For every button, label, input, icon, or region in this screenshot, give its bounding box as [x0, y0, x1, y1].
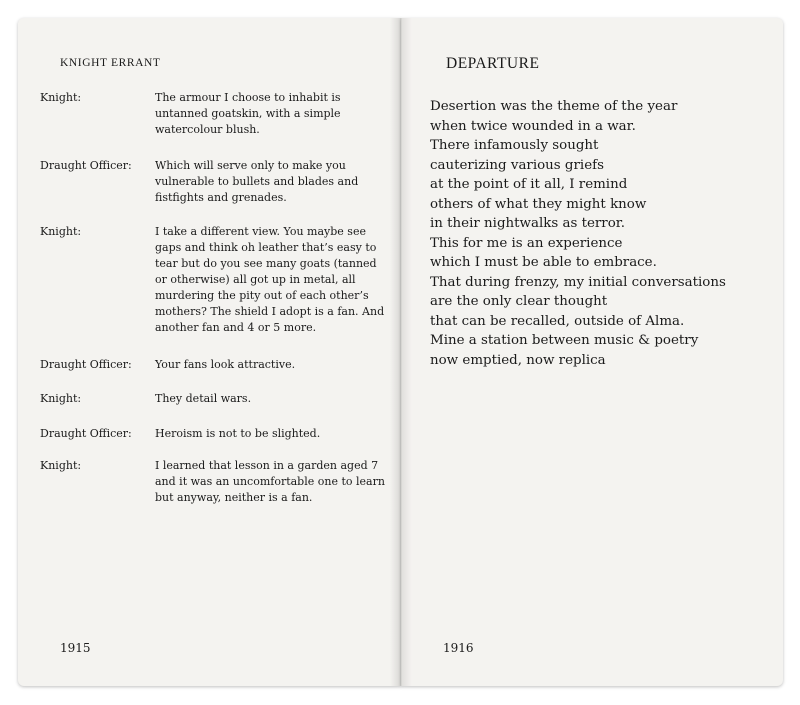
- dialogue-line: They detail wars.: [155, 392, 252, 405]
- right-running-head: DEPARTURE: [446, 55, 540, 72]
- left-page-number: 1915: [60, 641, 91, 655]
- poem-line: This for me is an experience: [430, 235, 623, 251]
- speaker-label: Knight:: [40, 91, 82, 104]
- poem-line: at the point of it all, I remind: [430, 177, 628, 192]
- dialogue-row: [40, 90, 385, 138]
- poem-line: There infamously sought: [430, 138, 599, 153]
- dialogue-line: I take a different view. You maybe see gaps and think oh leather that’s easy to tear but do you see many goats (tanned or otherwise) all got up in metal, all murdering the pity out of each other’s mothers? The shield I adopt is a fan. And another fan and 4 or 5 more.: [155, 225, 385, 334]
- dialogue-row: [40, 158, 385, 206]
- poem-line: cauterizing various griefs: [430, 157, 604, 173]
- poem: [430, 97, 780, 370]
- dialogue-row: [40, 458, 385, 506]
- left-running-head: KNIGHT ERRANT: [60, 57, 161, 69]
- dialogue-row: [40, 224, 385, 336]
- dialogue-line: Your fans look attractive.: [155, 358, 296, 371]
- poem-line: Desertion was the theme of the year: [430, 99, 678, 114]
- speaker-label: Knight:: [40, 225, 82, 238]
- speaker-label: Knight:: [40, 392, 82, 405]
- poem-line: that can be recalled, outside of Alma.: [430, 313, 685, 329]
- poem-line: others of what they might know: [430, 196, 647, 212]
- dialogue-row: [40, 391, 385, 407]
- dialogue-row: [40, 426, 385, 442]
- speaker-label: Draught Officer:: [40, 358, 132, 371]
- poem-line: which I must be able to embrace.: [430, 255, 657, 270]
- poem-line: Mine a station between music & poetry: [430, 333, 699, 348]
- dialogue-line: Which will serve only to make you vulnerable to bullets and blades and fistfights and grenades.: [155, 159, 359, 204]
- poem-line: are the only clear thought: [430, 294, 608, 309]
- poem-line: That during frenzy, my initial conversations: [430, 274, 726, 290]
- dialogue-row: [40, 357, 385, 373]
- dialogue-line: The armour I choose to inhabit is untanned goatskin, with a simple watercolour blush.: [155, 91, 341, 136]
- poem-line: in their nightwalks as terror.: [430, 216, 625, 231]
- book-gutter: [390, 18, 412, 686]
- poem-line: when twice wounded in a war.: [430, 118, 636, 134]
- dialogue-line: Heroism is not to be slighted.: [155, 427, 321, 440]
- speaker-label: Draught Officer:: [40, 159, 132, 172]
- speaker-label: Draught Officer:: [40, 427, 132, 440]
- speaker-label: Knight:: [40, 459, 82, 472]
- dialogue-line: I learned that lesson in a garden aged 7 and it was an uncomfortable one to learn but anyway, neither is a fan.: [155, 459, 385, 504]
- right-page-number: 1916: [443, 641, 474, 655]
- poem-line: now emptied, now replica: [430, 352, 606, 368]
